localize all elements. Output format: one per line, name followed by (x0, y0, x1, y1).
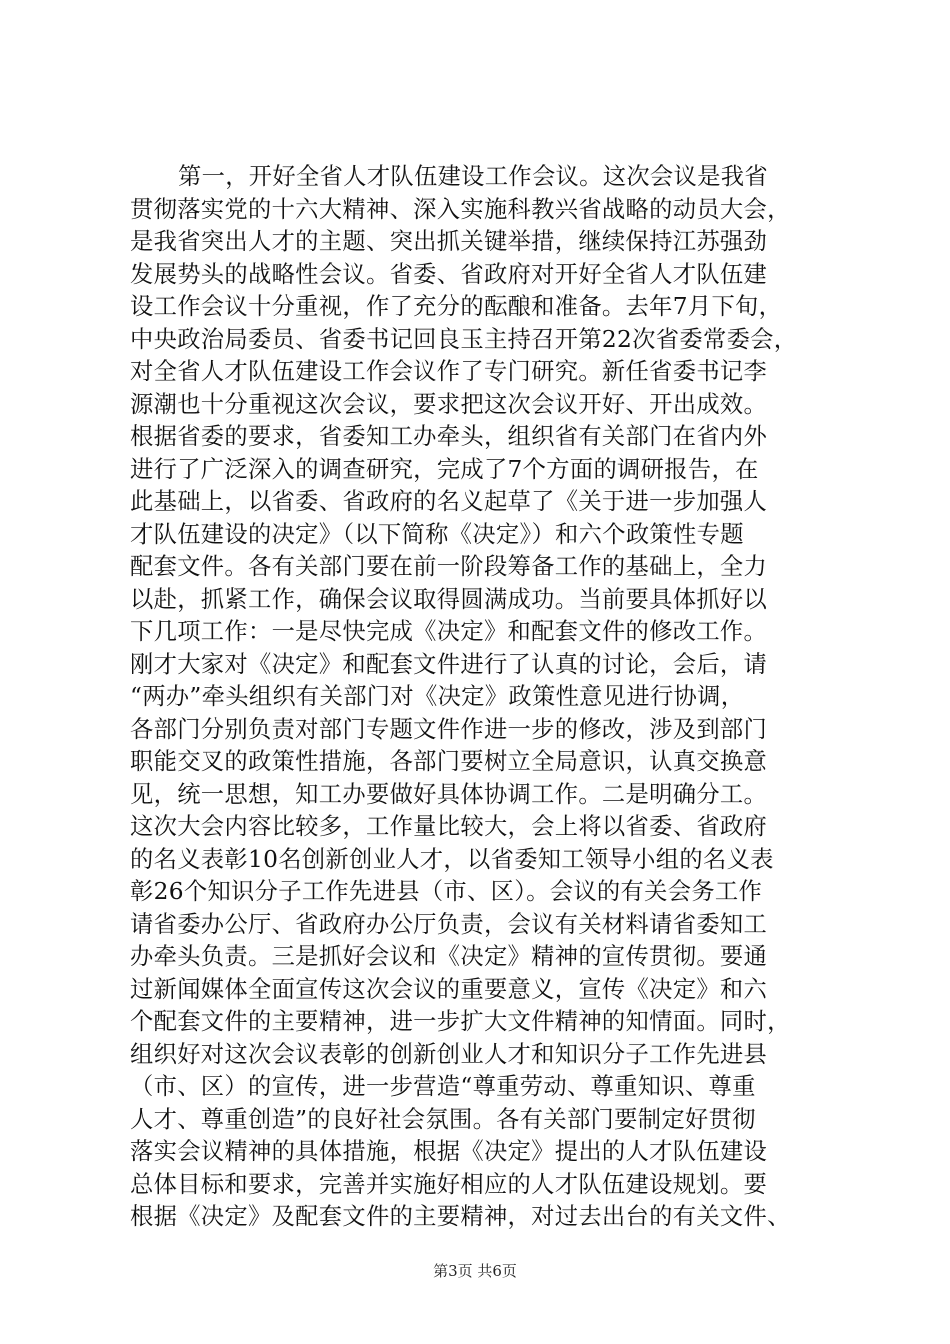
text-line: 组织好对这次会议表彰的创新创业人才和知识分子工作先进县 (130, 1040, 768, 1068)
text-line: 配套文件。各有关部门要在前一阶段筹备工作的基础上，全力 (130, 553, 768, 580)
text-line: 办牵头负责。三是抓好会议和《决定》精神的宣传贯彻。要通 (130, 943, 768, 970)
text-line: 是我省突出人才的主题、突出抓关键举措，继续保持江苏强劲 (130, 228, 768, 255)
text-line: 才队伍建设的决定》（以下简称《决定》）和六个政策性专题 (130, 520, 744, 548)
text-line: （市、区）的宣传，进一步营造“尊重劳动、尊重知识、尊重 (130, 1073, 756, 1100)
text-line: 落实会议精神的具体措施，根据《决定》提出的人才队伍建设 (130, 1138, 768, 1165)
text-line: 个配套文件的主要精神，进一步扩大文件精神的知情面。同时， (130, 1008, 791, 1035)
text-line: 以赴，抓紧工作，确保会议取得圆满成功。当前要具体抓好以 (130, 585, 768, 613)
text-line: 的名义表彰10名创新创业人才，以省委知工领导小组的名义表 (130, 845, 774, 873)
text-line: “两办”牵头组织有关部门对《决定》政策性意见进行协调， (130, 683, 745, 710)
text-line: 各部门分别负责对部门专题文件作进一步的修改，涉及到部门 (130, 715, 768, 743)
text-line: 这次大会内容比较多，工作量比较大，会上将以省委、省政府 (130, 813, 768, 840)
text-line: 过新闻媒体全面宣传这次会议的重要意义，宣传《决定》和六 (130, 975, 768, 1003)
text-line: 下几项工作：一是尽快完成《决定》和配套文件的修改工作。 (130, 618, 768, 645)
text-line: 第一，开好全省人才队伍建设工作会议。这次会议是我省 (178, 163, 768, 190)
text-line: 中央政治局委员、省委书记回良玉主持召开第22次省委常委会， (130, 325, 798, 353)
text-line: 进行了广泛深入的调查研究，完成了7个方面的调研报告，在 (130, 455, 759, 483)
text-line: 设工作会议十分重视，作了充分的酝酿和准备。去年7月下旬， (130, 293, 783, 320)
text-line: 见，统一思想，知工办要做好具体协调工作。二是明确分工。 (130, 780, 768, 808)
text-line: 源潮也十分重视这次会议，要求把这次会议开好、开出成效。 (130, 390, 768, 418)
text-line: 请省委办公厅、省政府办公厅负责，会议有关材料请省委知工 (130, 910, 768, 938)
text-line: 人才、尊重创造”的良好社会氛围。各有关部门要制定好贯彻 (130, 1105, 756, 1133)
text-line: 发展势头的战略性会议。省委、省政府对开好全省人才队伍建 (130, 260, 768, 288)
text-line: 对全省人才队伍建设工作会议作了专门研究。新任省委书记李 (130, 358, 768, 385)
text-line: 刚才大家对《决定》和配套文件进行了认真的讨论，会后，请 (130, 650, 768, 678)
text-line: 根据《决定》及配套文件的主要精神，对过去出台的有关文件、 (130, 1203, 791, 1230)
page-footer: 第3页 共6页 (433, 1262, 517, 1280)
body-paragraph (130, 161, 835, 1234)
text-line: 根据省委的要求，省委知工办牵头，组织省有关部门在省内外 (130, 423, 768, 450)
text-line: 此基础上，以省委、省政府的名义起草了《关于进一步加强人 (130, 488, 768, 515)
text-line: 贯彻落实党的十六大精神、深入实施科教兴省战略的动员大会， (130, 195, 791, 223)
text-line: 职能交叉的政策性措施，各部门要树立全局意识，认真交换意 (130, 748, 768, 775)
text-line: 总体目标和要求，完善并实施好相应的人才队伍建设规划。要 (130, 1170, 768, 1198)
text-line: 彰26个知识分子工作先进县（市、区）。会议的有关会务工作 (130, 878, 763, 905)
